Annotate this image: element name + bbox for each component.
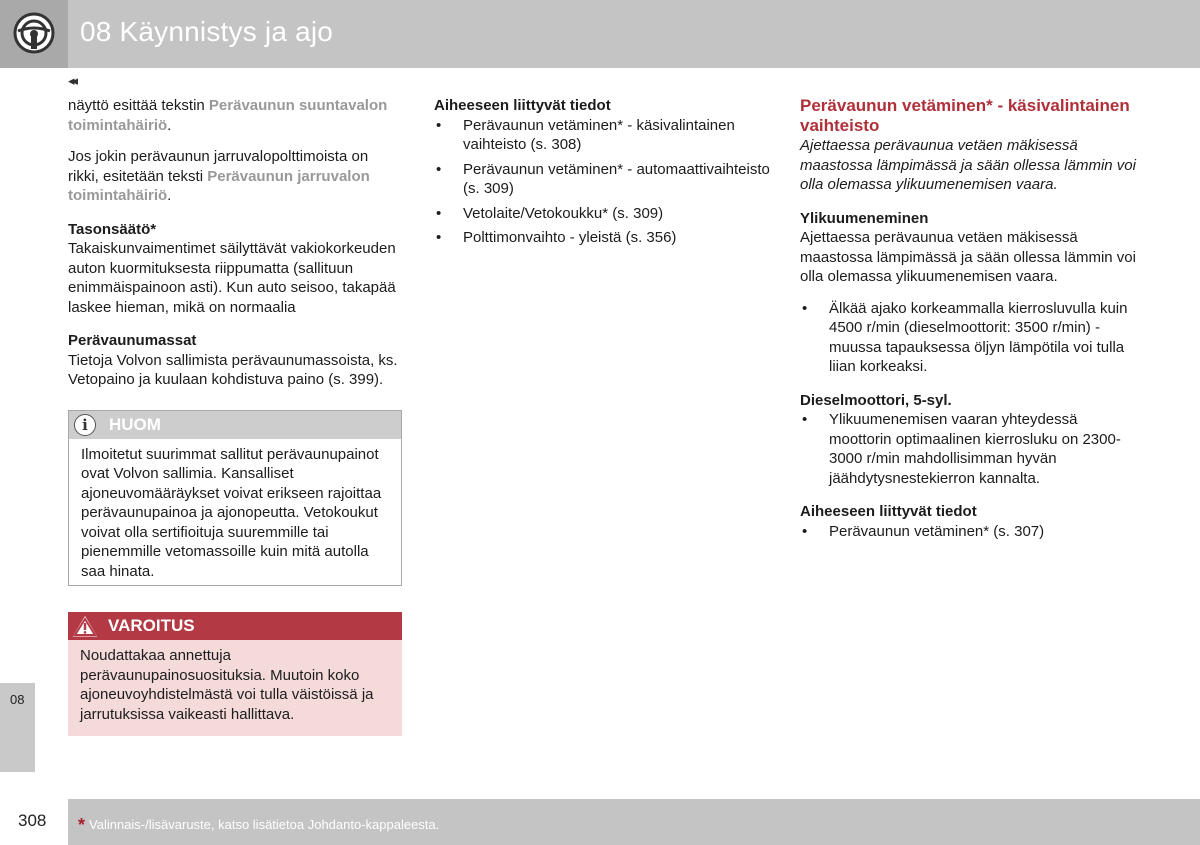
chapter-title: 08 Käynnistys ja ajo bbox=[80, 16, 334, 47]
highlight-message: Perävaunun suuntavalon toimintahäiriö bbox=[68, 97, 388, 134]
chapter-number: 08 bbox=[10, 692, 25, 707]
text-tasonsaato: Takaiskunvaimentimet säilyttävät vakiokorkeuden auton kuormituksesta riippumatta (sallituun enimmäispainoon asti). Kun auto seisoo, takapää laskee hieman, mikä on normaalia bbox=[68, 240, 396, 316]
diesel-list bbox=[800, 410, 1140, 488]
column-left bbox=[68, 96, 402, 736]
related-link[interactable]: • Polttimonvaihto - yleistä (s. 356) bbox=[436, 229, 677, 246]
warning-text: Noudattakaa annettuja perävaunupainosuosituksia. Muutoin koko ajoneuvoyhdistelmästä voi tulla väistöissä ja jarrutuksissa vaikeasti hallittava. bbox=[68, 640, 402, 736]
related-link[interactable]: • Perävaunun vetäminen* - käsivalintainen vaihteisto (s. 308) bbox=[436, 116, 735, 153]
related-link[interactable]: • Vetolaite/Vetokoukku* (s. 309) bbox=[436, 204, 664, 222]
text-ylikuumeneminen: Ajettaessa perävaunua vetäen mäkisessä maastossa lämpimässä ja sään ollessa lämmin voi olla olemassa ylikuumenemisen vaara. bbox=[800, 229, 1136, 285]
related-links-list bbox=[434, 116, 770, 248]
heading-ylikuumeneminen: Ylikuumeneminen bbox=[800, 209, 929, 227]
list-item: • Älkää ajako korkeammalla kierrosluvulla kuin 4500 r/min (dieselmoottorit: 3500 r/min) - muussa tapauksessa öljyn lämpötila voi tulla liian korkeaksi. bbox=[802, 299, 1128, 375]
section-title: Perävaunun vetäminen* - käsivalintainen vaihteisto bbox=[800, 96, 1130, 135]
related-link[interactable]: • Perävaunun vetäminen* (s. 307) bbox=[802, 522, 1045, 540]
warning-header bbox=[68, 612, 402, 640]
heading-peravaunumassat: Perävaunumassat bbox=[68, 332, 197, 349]
heading-related-info: Aiheeseen liittyvät tiedot bbox=[800, 503, 977, 520]
chapter-logo bbox=[0, 0, 68, 68]
info-icon: i bbox=[74, 414, 96, 436]
note-header bbox=[69, 411, 401, 439]
warning-triangle-icon bbox=[71, 614, 99, 638]
list-item: • Ylikuumenemisen vaaran yhteydessä moottorin optimaalinen kierrosluku on 2300-3000 r/min mahdollisimman hyvän jäähdytysnestekierron kannalta. bbox=[802, 411, 1121, 487]
page-header bbox=[0, 0, 1200, 68]
chapter-tab[interactable] bbox=[0, 683, 35, 772]
footnote: * Valinnais-/lisävaruste, katso lisätietoa Johdanto-kappaleesta. bbox=[78, 815, 440, 835]
highlight-message: Perävaunun jarruvalon toimintahäiriö bbox=[68, 167, 370, 204]
note-box bbox=[68, 410, 402, 587]
heading-diesel: Dieselmoottori, 5-syl. bbox=[800, 391, 952, 409]
warning-box bbox=[68, 612, 402, 736]
related-links-list bbox=[800, 522, 1140, 542]
page-footer bbox=[68, 799, 1200, 845]
heading-tasonsaato: Tasonsäätö* bbox=[68, 220, 157, 238]
column-right bbox=[800, 96, 1140, 541]
section-intro: Ajettaessa perävaunua vetäen mäkisessä maastossa lämpimässä ja sään ollessa lämmin voi olla olemassa ylikuumenemisen vaara. bbox=[800, 137, 1136, 193]
text-peravaunumassat: Tietoja Volvon sallimista perävaunumassoista, ks. Vetopaino ja kuulaan kohdistuva paino (s. 399). bbox=[68, 351, 398, 388]
column-middle bbox=[434, 96, 770, 248]
steering-wheel-icon bbox=[12, 11, 56, 55]
paragraph-turn-signal: näyttö esittää tekstin Perävaunun suuntavalon toimintahäiriö. bbox=[68, 97, 388, 134]
warning-title: VAROITUS bbox=[108, 616, 195, 635]
heading-related-info: Aiheeseen liittyvät tiedot bbox=[434, 97, 611, 114]
related-link[interactable]: • Perävaunun vetäminen* - automaattivaihteisto (s. 309) bbox=[436, 160, 770, 197]
previous-page-arrows-icon[interactable]: ◂◂ bbox=[68, 73, 76, 88]
paragraph-brake-light: Jos jokin perävaunun jarruvalopolttimoista on rikki, esitetään teksti Perävaunun jarruvalon toimintahäiriö. bbox=[68, 148, 370, 204]
overheat-list bbox=[800, 299, 1140, 377]
footnote-star: * bbox=[78, 815, 86, 835]
note-text: Ilmoitetut suurimmat sallitut perävaunupainot ovat Volvon sallimia. Kansalliset ajoneuvomääräykset voivat erikseen rajoittaa perävaunupainoa ja ajonopeutta. Vetokoukut voivat olla sertifioituja suuremmille tai pienemmille vetomassoille kuin mitä autolla saa hinata. bbox=[81, 445, 382, 580]
note-title: HUOM bbox=[109, 414, 161, 434]
page-number: 308 bbox=[18, 811, 47, 830]
